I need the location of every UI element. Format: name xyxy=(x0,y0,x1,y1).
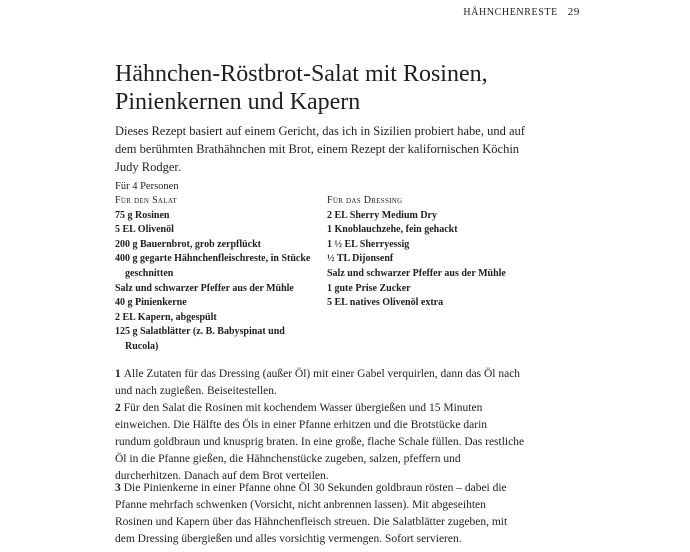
title-line-2: Pinienkernen und Kapern xyxy=(115,89,361,115)
dressing-ingredients xyxy=(327,194,527,311)
salad-ingredients xyxy=(115,194,315,355)
ingredient-item: 125 g Salatblätter (z. B. Babyspinat und xyxy=(115,326,285,338)
salad-heading: Für den Salat xyxy=(115,195,178,206)
title-line-1: Hähnchen-Röstbrot-Salat mit Rosinen, xyxy=(115,61,488,87)
step-number: 2 xyxy=(115,402,121,414)
ingredient-item: 5 EL Olivenöl xyxy=(115,224,174,236)
recipe-title xyxy=(115,60,595,116)
ingredient-item: 1 gute Prise Zucker xyxy=(327,282,411,294)
running-head xyxy=(463,6,580,18)
ingredient-item: 1 ½ EL Sherryessig xyxy=(327,238,410,250)
ingredient-item: 75 g Rosinen xyxy=(115,209,170,221)
ingredient-item: Rucola) xyxy=(125,340,159,352)
method-step-1 xyxy=(115,366,525,400)
recipe-intro: Dieses Rezept basiert auf einem Gericht, das ich in Sizilien probiert habe, und auf dem berühmten Brathähnchen mit Brot, einem Rezept der kalifornischen Köchin Judy Rodger. xyxy=(115,124,525,174)
ingredient-item: Salz und schwarzer Pfeffer aus der Mühle xyxy=(115,282,294,294)
ingredient-item: 5 EL natives Olivenöl extra xyxy=(327,297,444,309)
ingredient-item: 1 Knoblauchzehe, fein gehackt xyxy=(327,224,458,236)
ingredient-item: 2 EL Sherry Medium Dry xyxy=(327,209,437,221)
ingredient-item: 400 g gegarte Hähnchenfleischreste, in Stücke xyxy=(115,253,311,265)
ingredient-item: geschnitten xyxy=(125,267,174,279)
step-text: Alle Zutaten für das Dressing (außer Öl) mit einer Gabel verquirlen, dann das Öl nach und nach zugießen. Beiseitestellen. xyxy=(115,368,521,397)
method-step-3 xyxy=(115,480,525,548)
ingredient-item: 200 g Bauernbrot, grob zerpflückt xyxy=(115,238,262,250)
step-number: 3 xyxy=(115,482,121,494)
ingredient-item: ½ TL Dijonsenf xyxy=(327,253,394,265)
page-number: 29 xyxy=(567,6,580,18)
method-step-2 xyxy=(115,400,525,485)
ingredient-item: 2 EL Kapern, abgespült xyxy=(115,311,217,323)
servings: Für 4 Personen xyxy=(115,181,179,192)
ingredient-item: Salz und schwarzer Pfeffer aus der Mühle xyxy=(327,267,506,279)
ingredient-item: 40 g Pinienkerne xyxy=(115,297,187,309)
step-number: 1 xyxy=(115,368,121,380)
step-text: Die Pinienkerne in einer Pfanne ohne Öl 30 Sekunden goldbraun rösten – dabei die Pfanne mehrfach schwenken (Vorsicht, nicht anbrennen lassen). Mit abgeseihten Rosinen und Kapern über das Hähnchenfleisch streuen. Die Salatblätter zugeben, mit dem Dressing übergießen und alles vorsichtig vermengen. Sofort servieren. xyxy=(115,482,508,545)
step-text: Für den Salat die Rosinen mit kochendem Wasser übergießen und 15 Minuten einweichen. Die Hälfte des Öls in einer Pfanne erhitzen und die Brotstücke darin rundum goldbraun und knusprig braten. In eine große, flache Schale füllen. Das restliche Öl in die Pfanne gießen, die Hähnchenstücke zugeben, salzen, pfeffern und durcherhitzen. Danach auf dem Brot verteilen. xyxy=(115,402,525,482)
section-name: HÄHNCHENRESTE xyxy=(463,7,558,18)
dressing-heading: Für das Dressing xyxy=(327,195,403,206)
